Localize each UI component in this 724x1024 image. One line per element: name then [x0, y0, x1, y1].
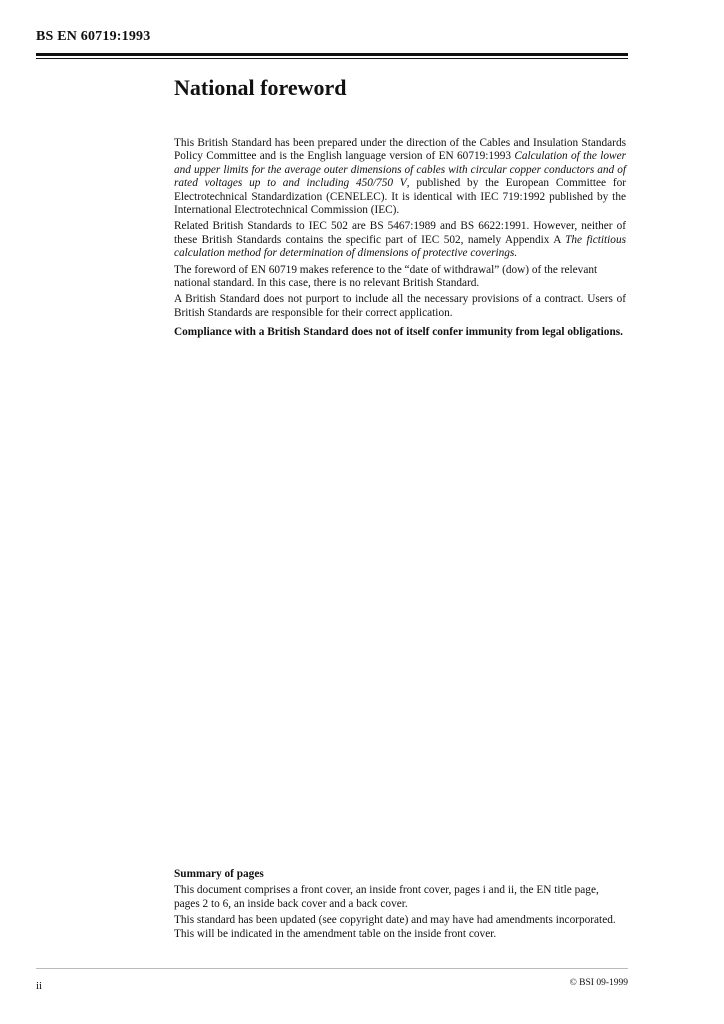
foreword-p1-title-italic: Calculation of the lower and upper limits for the average outer dimensions of cables with circular copper conductors and of rated voltages up to and including 450/750 V: [174, 150, 626, 190]
foreword-body: [174, 137, 626, 343]
summary-heading: Summary of pages: [174, 868, 264, 880]
foreword-p1-text-c: , published by the European Committee for Electrotechnical Standardization (CENELEC). It is identical with IEC 719:1992 published by the International Electrotechnical Commission (IEC).: [174, 177, 626, 217]
foreword-paragraph-1: [174, 137, 626, 217]
foreword-p2-title-italic: The fictitious calculation method for determination of dimensions of protective coverings.: [174, 233, 626, 260]
foreword-paragraph-4: A British Standard does not purport to include all the necessary provisions of a contract. Users of British Standards are responsible for their correct application.: [174, 293, 626, 319]
document-id: BS EN 60719:1993: [36, 29, 151, 44]
copyright-notice: © BSI 09-1999: [569, 978, 628, 988]
footer-rule: [36, 968, 628, 969]
foreword-p1-text-a: This British Standard has been prepared under the direction of the Cables and Insulation Standards Policy Committee and is the English language version of EN 60719:1993: [174, 137, 626, 163]
summary-paragraph-2: This standard has been updated (see copyright date) and may have had amendments incorporated. This will be indicated in the amendment table on the inside front cover.: [174, 914, 616, 940]
page-title: National foreword: [174, 75, 347, 100]
foreword-p2-text-a: Related British Standards to IEC 502 are BS 5467:1989 and BS 6622:1991. However, neither of these British Standards contains the specific part of IEC 502, namely Appendix A: [174, 220, 626, 246]
compliance-statement: Compliance with a British Standard does not of itself confer immunity from legal obligations.: [174, 326, 623, 339]
summary-of-pages: [174, 868, 626, 944]
header-rule: [36, 53, 628, 56]
summary-paragraph-1: This document comprises a front cover, an inside front cover, pages i and ii, the EN title page, pages 2 to 6, an inside back cover and a back cover.: [174, 884, 599, 910]
header-rule-thin: [36, 58, 628, 59]
foreword-paragraph-2: [174, 220, 626, 260]
foreword-paragraph-3: The foreword of EN 60719 makes reference to the “date of withdrawal” (dow) of the relevant national standard. In this case, there is no relevant British Standard.: [174, 263, 598, 290]
page-number: ii: [36, 980, 43, 992]
